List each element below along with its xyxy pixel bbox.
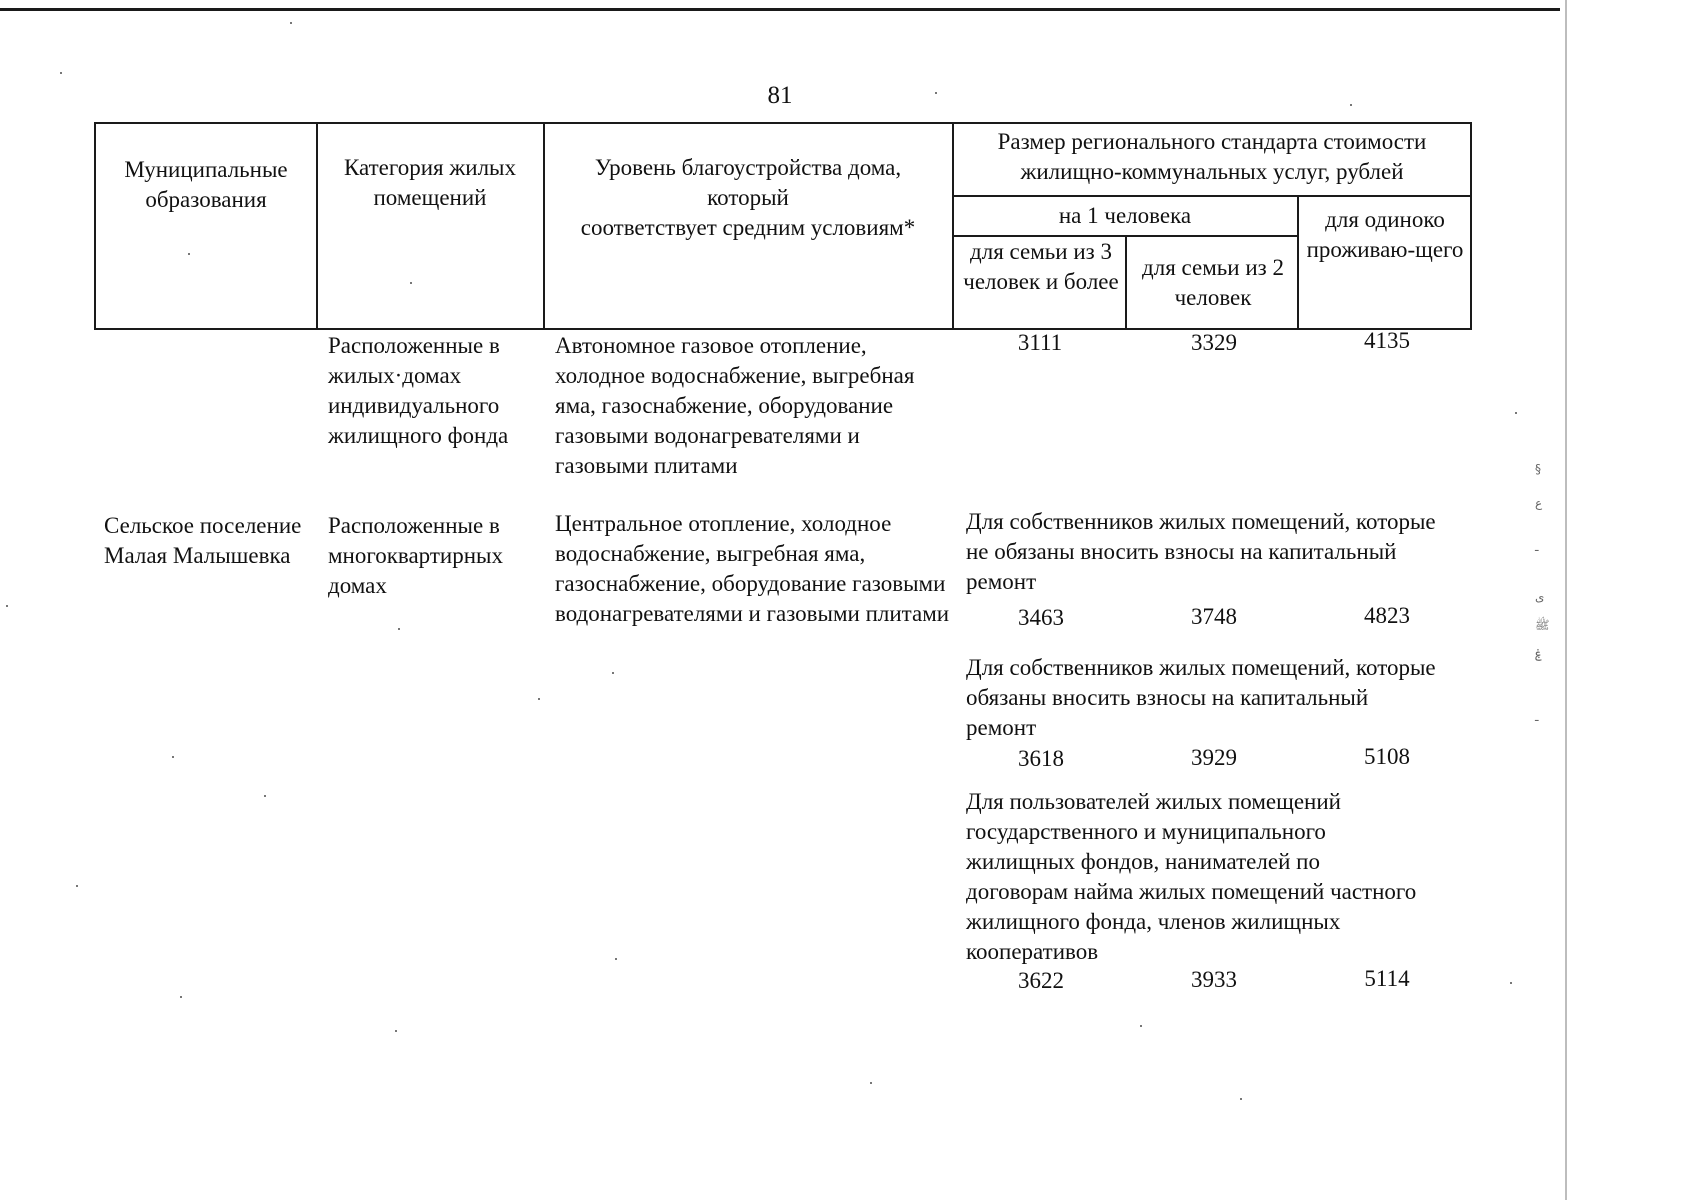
header-standard-line1: Размер регионального стандарта стоимости bbox=[997, 129, 1427, 154]
row2-group1-single: 4823 bbox=[1364, 603, 1410, 628]
scan-dust bbox=[290, 22, 292, 24]
divider-col3 bbox=[952, 122, 954, 330]
scan-dust bbox=[612, 672, 614, 674]
divider-col1 bbox=[316, 122, 318, 330]
scan-dust bbox=[60, 72, 62, 74]
header-improvement-line2: который bbox=[707, 185, 789, 210]
scan-dust bbox=[180, 996, 182, 998]
row2-group3-family3: 3622 bbox=[1018, 968, 1064, 993]
row2-group2-label: Для собственников жилых помещений, которые обязаны вносить взносы на капитальный ремонт bbox=[966, 655, 1436, 740]
row2-group3-family2: 3933 bbox=[1191, 967, 1237, 992]
row2-group1-label: Для собственников жилых помещений, которые не обязаны вносить взносы на капитальный ремонт bbox=[966, 509, 1436, 594]
scan-dust bbox=[410, 282, 412, 284]
header-category: Категория жилых помещений bbox=[343, 155, 517, 210]
row2-municipality: Сельское поселение Малая Малышевка bbox=[104, 513, 302, 568]
header-left-border bbox=[94, 122, 96, 330]
scan-dust bbox=[188, 253, 190, 255]
scan-dust bbox=[398, 628, 400, 630]
row2-group2-single: 5108 bbox=[1364, 744, 1410, 769]
margin-speck: ع bbox=[1535, 496, 1543, 510]
scan-dust bbox=[870, 1082, 872, 1084]
header-standard-size bbox=[956, 127, 1468, 187]
scan-dust bbox=[264, 795, 266, 797]
scan-dust bbox=[1515, 412, 1517, 414]
row2-improvement: Центральное отопление, холодное водоснабжение, выгребная яма, газоснабжение, оборудование газовыми водонагревателями и газовыми плитами bbox=[555, 511, 950, 626]
header-improvement bbox=[550, 153, 946, 243]
row1-value-family3: 3111 bbox=[1017, 330, 1063, 355]
scan-dust bbox=[615, 958, 617, 960]
row2-group1-family2: 3748 bbox=[1191, 604, 1237, 629]
header-improvement-line3: соответствует средним условиям* bbox=[580, 215, 916, 240]
header-family-3: для семьи из 3 человек и более bbox=[963, 239, 1119, 294]
row2-group2-family3: 3618 bbox=[1018, 746, 1064, 771]
divider-family bbox=[1125, 235, 1127, 330]
divider-single bbox=[1297, 195, 1299, 330]
row2-group1-family3: 3463 bbox=[1018, 605, 1064, 630]
right-edge-rule bbox=[1565, 0, 1567, 1200]
scan-dust bbox=[76, 885, 78, 887]
divider-col2 bbox=[543, 122, 545, 330]
header-top-border bbox=[94, 122, 1472, 124]
header-municipalities: Муниципальные образования bbox=[124, 157, 288, 212]
row1-improvement: Автономное газовое отопление, холодное водоснабжение, выгребная яма, газоснабжение, оборудование газовыми водонагревателями и газовыми плитами bbox=[555, 333, 915, 478]
row2-group3-single: 5114 bbox=[1364, 966, 1410, 991]
scan-dust bbox=[1140, 1025, 1142, 1027]
scan-dust bbox=[1510, 982, 1512, 984]
margin-speck: ى bbox=[1535, 590, 1545, 604]
row1-value-single: 4135 bbox=[1364, 328, 1410, 353]
header-standard-line2: жилищно-коммунальных услуг, рублей bbox=[1020, 159, 1404, 184]
row1-value-family2: 3329 bbox=[1191, 330, 1237, 355]
margin-speck: ۼ bbox=[1535, 646, 1543, 660]
table-header bbox=[94, 122, 1472, 330]
scan-dust bbox=[1240, 1098, 1242, 1100]
divider-group-title bbox=[952, 195, 1472, 197]
top-border-rule bbox=[0, 8, 1560, 11]
scan-dust bbox=[935, 92, 937, 94]
header-single: для одиноко проживаю-щего bbox=[1306, 207, 1464, 262]
scan-dust bbox=[1350, 104, 1352, 106]
margin-speck: § bbox=[1535, 462, 1541, 476]
header-right-border bbox=[1470, 122, 1472, 330]
scan-dust bbox=[6, 605, 8, 607]
page-number: 81 bbox=[767, 82, 793, 109]
row2-category: Расположенные в многоквартирных домах bbox=[328, 513, 503, 598]
row2-group3-label: Для пользователей жилых помещений государственного и муниципального жилищных фондов, нанимателей по договорам найма жилых помещений частного жилищного фонда, членов жилищных кооперативов bbox=[966, 789, 1417, 964]
margin-speck: ﷺ bbox=[1535, 618, 1550, 632]
header-improvement-line1: Уровень благоустройства дома, bbox=[594, 155, 902, 180]
margin-speck: ـ bbox=[1535, 540, 1539, 554]
header-family-2: для семьи из 2 человек bbox=[1142, 255, 1284, 310]
row1-category: Расположенные в жилых·домах индивидуального жилищного фонда bbox=[328, 333, 509, 448]
row2-group2-family2: 3929 bbox=[1191, 745, 1237, 770]
scan-dust bbox=[395, 1030, 397, 1032]
header-per-person: на 1 человека bbox=[1058, 203, 1192, 228]
scan-dust bbox=[172, 756, 174, 758]
scan-dust bbox=[538, 698, 540, 700]
margin-speck: ـ bbox=[1535, 710, 1539, 724]
